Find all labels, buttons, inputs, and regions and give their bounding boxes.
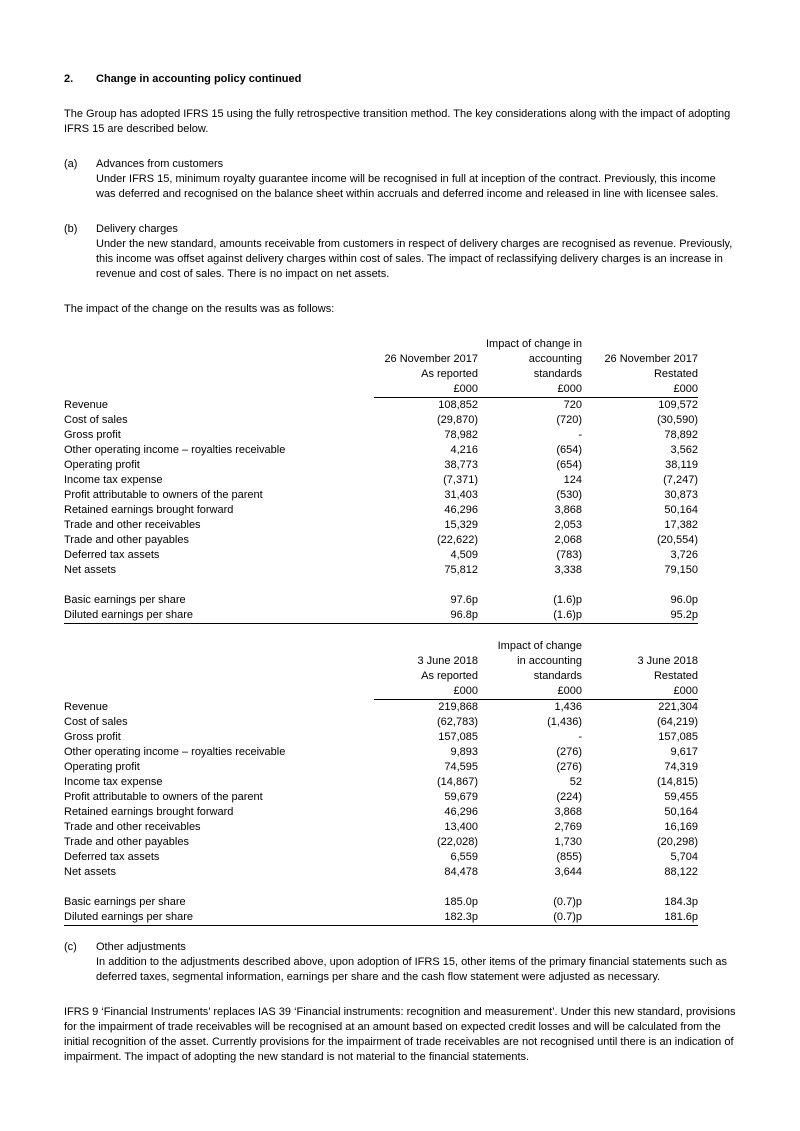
table-row — [64, 413, 698, 428]
table-row — [64, 458, 698, 473]
table-cell: (1.6)p — [478, 608, 584, 624]
table-cell: - — [578, 429, 582, 441]
column-header — [584, 639, 698, 654]
table-cell: 74,595 — [444, 761, 478, 773]
table-cell: 6,559 — [450, 851, 478, 863]
table-header-row — [64, 382, 698, 398]
table-cell: (7,371) — [443, 474, 478, 486]
column-header — [374, 337, 478, 352]
eps-row — [64, 910, 698, 926]
column-header: £000 — [478, 684, 584, 700]
row-label: Trade and other payables — [64, 534, 189, 546]
header-cell — [64, 669, 374, 684]
row-label: Revenue — [64, 701, 109, 713]
table-cell: 4,509 — [450, 549, 478, 561]
row-label: Profit attributable to owners of the parent — [64, 489, 263, 501]
table-cell: 50,164 — [664, 504, 698, 516]
column-header: As reported — [421, 368, 478, 380]
column-header — [584, 337, 698, 352]
table-header-row — [64, 669, 698, 684]
table-cell: (654) — [556, 459, 582, 471]
table-header-row — [64, 337, 698, 352]
spacer-row — [64, 880, 698, 895]
table-cell: 219,868 — [438, 701, 478, 713]
column-header: standards — [533, 368, 582, 380]
table-cell: 95.2p — [584, 608, 698, 624]
table-cell: 181.6p — [584, 910, 698, 926]
table-cell: 221,304 — [658, 701, 698, 713]
row-label: Trade and other receivables — [64, 821, 201, 833]
row-label: Diluted earnings per share — [64, 608, 374, 624]
table-row — [64, 820, 698, 835]
header-cell — [64, 639, 374, 654]
table-header-row — [64, 352, 698, 367]
column-header: £000 — [584, 382, 698, 398]
section-c-text: In addition to the adjustments described above, upon adoption of IFRS 15, other items of the primary financial statements such as deferred taxes, segmental information, earnings per share and the cash flow statement were adjusted as necessary. — [96, 956, 728, 983]
header-cell — [64, 352, 374, 367]
header-cell — [64, 654, 374, 669]
table-cell: 30,873 — [664, 489, 698, 501]
section-c-title: Other adjustments — [96, 941, 186, 953]
eps-row — [64, 593, 698, 608]
table-cell: (64,219) — [657, 716, 698, 728]
row-label: Gross profit — [64, 429, 121, 441]
table-cell: 96.8p — [374, 608, 478, 624]
column-header: £000 — [374, 684, 478, 700]
table-row — [64, 398, 698, 414]
column-header: 26 November 2017 — [384, 353, 478, 365]
header-cell — [64, 337, 374, 352]
table-row — [64, 805, 698, 820]
table-cell: 84,478 — [444, 866, 478, 878]
table-row — [64, 443, 698, 458]
table-cell: 3,562 — [670, 444, 698, 456]
table-cell: 46,296 — [444, 504, 478, 516]
table-row — [64, 428, 698, 443]
column-header: standards — [533, 670, 582, 682]
table-cell: 52 — [569, 776, 582, 788]
table-cell: 4,216 — [450, 444, 478, 456]
table-cell: 720 — [563, 399, 582, 411]
column-header: £000 — [584, 684, 698, 700]
section-title: Change in accounting policy continued — [96, 73, 302, 85]
section-b — [64, 222, 736, 282]
table-header-row — [64, 639, 698, 654]
document-page — [64, 72, 736, 1085]
table-cell: (224) — [556, 791, 582, 803]
column-header: Impact of change — [497, 640, 582, 652]
section-c-label: (c) — [64, 941, 77, 953]
table-cell: (14,815) — [657, 776, 698, 788]
table-row — [64, 700, 698, 716]
column-header: 3 June 2018 — [637, 655, 698, 667]
table-row — [64, 715, 698, 730]
table-row — [64, 760, 698, 775]
table-cell: 78,982 — [444, 429, 478, 441]
table-cell: 124 — [563, 474, 582, 486]
row-label: Retained earnings brought forward — [64, 504, 234, 516]
table-cell: 2,053 — [554, 519, 582, 531]
header-cell — [64, 367, 374, 382]
row-label: Diluted earnings per share — [64, 910, 374, 926]
section-c — [64, 940, 736, 985]
table-header-row — [64, 654, 698, 669]
table-cell: 109,572 — [658, 399, 698, 411]
table-row — [64, 548, 698, 563]
table-row — [64, 488, 698, 503]
table-cell: (1,436) — [547, 716, 582, 728]
row-label: Deferred tax assets — [64, 549, 160, 561]
table-cell: 13,400 — [444, 821, 478, 833]
table-cell: 59,679 — [444, 791, 478, 803]
table-cell: (29,870) — [437, 414, 478, 426]
table-header-row — [64, 684, 698, 700]
table-cell: 2,068 — [554, 534, 582, 546]
column-header: Restated — [653, 368, 698, 380]
row-label: Revenue — [64, 399, 109, 411]
section-b-text: Under the new standard, amounts receivable from customers in respect of delivery charges are recognised as revenue. Previously, this income was offset against delivery charges within cost of sales. The impact of reclassifying delivery charges is an increase in revenue and cost of sales. There is no impact on net assets. — [96, 238, 733, 280]
table-cell: 5,704 — [670, 851, 698, 863]
intro-paragraph: The Group has adopted IFRS 15 using the fully retrospective transition method. The key considerations along with the impact of adopting IFRS 15 are described below. — [64, 108, 731, 135]
row-label: Other operating income – royalties receivable — [64, 444, 286, 456]
row-label: Net assets — [64, 866, 116, 878]
column-header: Restated — [653, 670, 698, 682]
column-header — [374, 639, 478, 654]
table-row — [64, 775, 698, 790]
table-cell: (1.6)p — [553, 594, 582, 606]
table-row — [64, 473, 698, 488]
table-cell: 9,893 — [450, 746, 478, 758]
row-label: Trade and other payables — [64, 836, 189, 848]
row-label: Cost of sales — [64, 716, 128, 728]
table-row — [64, 503, 698, 518]
table-cell: 96.0p — [670, 594, 698, 606]
section-a-text: Under IFRS 15, minimum royalty guarantee income will be recognised in full at inception of the contract. Previously, this income was deferred and recognised on the balance sheet within accruals and deferred income and released in line with licensee sales. — [96, 173, 719, 200]
ifrs9-paragraph: IFRS 9 ‘Financial Instruments’ replaces IAS 39 ‘Financial instruments: recognition and measurement’. Under this new standard, provisions for the impairment of trade receivables will be recognised at an amount based on expected credit losses and will be calculated from the initial recognition of the asset. Currently provisions for the impairment of trade receivables are not recognised until there is an indication of impairment. The impact of adopting the new standard is not material to the financial statements. — [64, 1006, 736, 1063]
table-cell: (855) — [556, 851, 582, 863]
table-cell: 3,868 — [554, 504, 582, 516]
table-row — [64, 790, 698, 805]
table-row — [64, 518, 698, 533]
table-cell: 31,403 — [444, 489, 478, 501]
table-cell: 185.0p — [444, 896, 478, 908]
table-cell: (22,028) — [437, 836, 478, 848]
table-cell: 1,730 — [554, 836, 582, 848]
table-cell: 59,455 — [664, 791, 698, 803]
table-cell: (14,867) — [437, 776, 478, 788]
row-label: Deferred tax assets — [64, 851, 160, 863]
table-row — [64, 835, 698, 850]
table-cell: - — [578, 731, 582, 743]
table-cell: 46,296 — [444, 806, 478, 818]
table-cell: (783) — [556, 549, 582, 561]
row-label: Operating profit — [64, 761, 140, 773]
header-cell — [64, 382, 374, 398]
table-cell: (654) — [556, 444, 582, 456]
impact-table-nov-2017 — [64, 337, 698, 624]
row-label: Trade and other receivables — [64, 519, 201, 531]
column-header: in accounting — [517, 655, 582, 667]
table-cell: (0.7)p — [553, 896, 582, 908]
table-cell: 157,085 — [658, 731, 698, 743]
section-a-title: Advances from customers — [96, 158, 224, 170]
spacer-row — [64, 578, 698, 593]
row-label: Operating profit — [64, 459, 140, 471]
table-cell: 1,436 — [554, 701, 582, 713]
table-cell: (20,554) — [657, 534, 698, 546]
column-header: accounting — [528, 353, 582, 365]
table-cell: (7,247) — [663, 474, 698, 486]
table-cell: 79,150 — [664, 564, 698, 576]
section-a-label: (a) — [64, 158, 78, 170]
table-cell: 184.3p — [664, 896, 698, 908]
table-cell: 3,868 — [554, 806, 582, 818]
section-b-label: (b) — [64, 223, 78, 235]
table-cell: 182.3p — [374, 910, 478, 926]
table-cell: 3,338 — [554, 564, 582, 576]
column-header: £000 — [374, 382, 478, 398]
table-cell: 15,329 — [444, 519, 478, 531]
row-label: Basic earnings per share — [64, 896, 186, 908]
section-a — [64, 157, 736, 202]
table-cell: (0.7)p — [478, 910, 584, 926]
table-header-row — [64, 367, 698, 382]
table-cell: (276) — [556, 761, 582, 773]
row-label: Basic earnings per share — [64, 594, 186, 606]
table-cell: 16,169 — [664, 821, 698, 833]
table-cell: 3,726 — [670, 549, 698, 561]
row-label: Income tax expense — [64, 776, 163, 788]
table-cell: 38,773 — [444, 459, 478, 471]
column-header: Impact of change in — [485, 338, 582, 350]
table-row — [64, 730, 698, 745]
table-cell: 3,644 — [554, 866, 582, 878]
table-cell: (62,783) — [437, 716, 478, 728]
table-row — [64, 745, 698, 760]
column-header: £000 — [478, 382, 584, 398]
impact-intro: The impact of the change on the results was as follows: — [64, 303, 335, 315]
table-cell: (276) — [556, 746, 582, 758]
column-header: As reported — [421, 670, 478, 682]
section-heading — [64, 72, 736, 87]
table-row — [64, 563, 698, 578]
table-row — [64, 850, 698, 865]
table-cell: 38,119 — [665, 459, 698, 471]
table-row — [64, 533, 698, 548]
row-label: Cost of sales — [64, 414, 128, 426]
table-cell: (720) — [556, 414, 582, 426]
table-cell: 88,122 — [664, 866, 698, 878]
table-cell: 74,319 — [664, 761, 698, 773]
table-cell: 75,812 — [444, 564, 478, 576]
table-cell: (30,590) — [657, 414, 698, 426]
row-label: Income tax expense — [64, 474, 163, 486]
table-cell: 157,085 — [438, 731, 478, 743]
table-cell: 50,164 — [664, 806, 698, 818]
eps-row — [64, 608, 698, 624]
table-cell: 9,617 — [670, 746, 698, 758]
table-cell: 2,769 — [554, 821, 582, 833]
column-header: 3 June 2018 — [417, 655, 478, 667]
row-label: Retained earnings brought forward — [64, 806, 234, 818]
section-b-title: Delivery charges — [96, 223, 178, 235]
table-cell: 17,382 — [664, 519, 698, 531]
row-label: Other operating income – royalties receivable — [64, 746, 286, 758]
table-cell: 108,852 — [438, 399, 478, 411]
table-cell: 78,892 — [664, 429, 698, 441]
impact-table-jun-2018 — [64, 639, 698, 926]
table-cell: (20,298) — [657, 836, 698, 848]
table-cell: (530) — [556, 489, 582, 501]
table-row — [64, 865, 698, 880]
table-cell: (22,622) — [437, 534, 478, 546]
header-cell — [64, 684, 374, 700]
row-label: Profit attributable to owners of the parent — [64, 791, 263, 803]
row-label: Net assets — [64, 564, 116, 576]
section-number: 2. — [64, 73, 74, 85]
row-label: Gross profit — [64, 731, 121, 743]
column-header: 26 November 2017 — [604, 353, 698, 365]
table-cell: 97.6p — [450, 594, 478, 606]
eps-row — [64, 895, 698, 910]
